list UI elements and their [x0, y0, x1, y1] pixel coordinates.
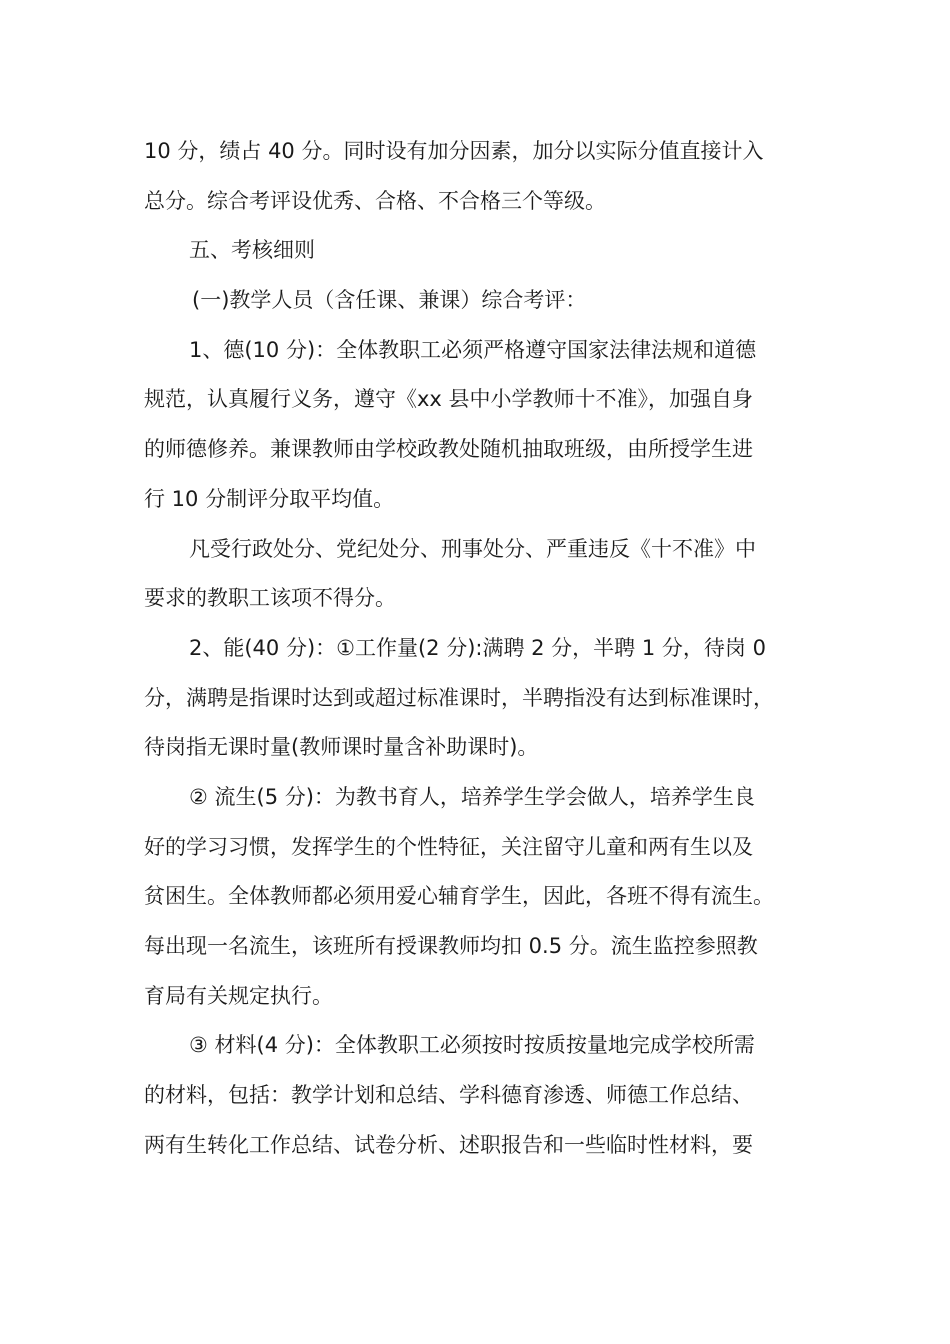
text-line: 行 10 分制评分取平均值。 [144, 486, 395, 511]
section-heading: 五、考核细则 [189, 238, 315, 263]
text-line: 分，满聘是指课时达到或超过标准课时，半聘指没有达到标准课时， [144, 685, 774, 710]
text-line: 10 分，绩占 40 分。同时设有加分因素，加分以实际分值直接计入 [144, 139, 764, 163]
text-line: 凡受行政处分、党纪处分、刑事处分、严重违反《十不准》中 [189, 536, 756, 561]
text-line: 两有生转化工作总结、试卷分析、述职报告和一些临时性材料，要 [144, 1132, 753, 1157]
text-line: 的材料，包括：教学计划和总结、学科德育渗透、师德工作总结、 [144, 1083, 753, 1108]
text-line: 1、德(10 分)：全体教职工必须严格遵守国家法律法规和道德 [189, 337, 757, 362]
text-line: 好的学习习惯，发挥学生的个性特征，关注留守儿童和两有生以及 [144, 834, 753, 859]
text-line: 待岗指无课时量(教师课时量含补助课时)。 [144, 735, 539, 760]
text-line: 总分。综合考评设优秀、合格、不合格三个等级。 [144, 188, 606, 213]
text-line: 要求的教职工该项不得分。 [144, 586, 396, 611]
document-body [144, 127, 830, 1170]
text-line: 规范，认真履行义务，遵守《xx 县中小学教师十不准》，加强自身 [144, 387, 754, 412]
text-line: 育局有关规定执行。 [144, 983, 333, 1008]
text-line: 贫困生。全体教师都必须用爱心辅育学生，因此，各班不得有流生。 [144, 884, 774, 909]
subsection-heading: (一)教学人员（含任课、兼课）综合考评： [192, 288, 587, 313]
text-line: ② 流生(5 分)：为教书育人，培养学生学会做人，培养学生良 [189, 784, 755, 809]
text-line: ③ 材料(4 分)：全体教职工必须按时按质按量地完成学校所需 [189, 1033, 755, 1058]
text-line: 2、能(40 分)：①工作量(2 分):满聘 2 分，半聘 1 分，待岗 0 [189, 635, 766, 660]
text-line: 每出现一名流生，该班所有授课教师均扣 0.5 分。流生监控参照教 [144, 934, 758, 958]
text-line: 的师德修养。兼课教师由学校政教处随机抽取班级，由所授学生进 [144, 437, 753, 462]
